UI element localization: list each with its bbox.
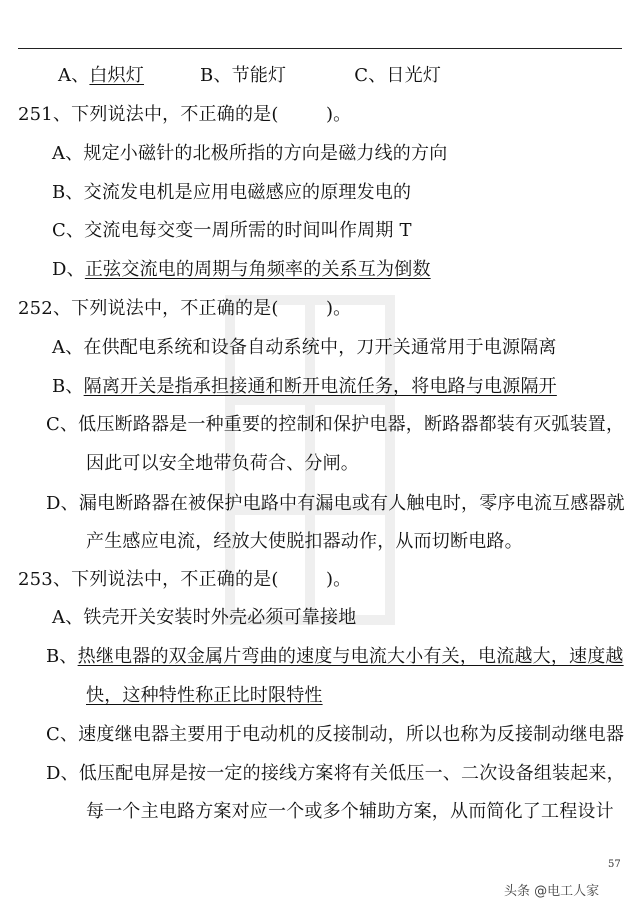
option-line: B、隔离开关是指承担接通和断开电流任务，将电路与电源隔开	[52, 376, 557, 397]
footer-watermark-text: 头条 @电工人家	[504, 884, 600, 899]
option-line: A、在供配电系统和设备自动系统中，刀开关通常用于电源隔离	[52, 337, 557, 358]
question-251: 251、下列说法中，不正确的是( )。	[18, 104, 352, 125]
question-252: 252、下列说法中，不正确的是( )。	[18, 298, 352, 319]
option-line: C、交流电每交变一周所需的时间叫作周期 T	[52, 220, 412, 241]
option-line: D、正弦交流电的周期与角频率的关系互为倒数	[52, 259, 431, 280]
option-line: A、铁壳开关安装时外壳必须可靠接地	[52, 607, 357, 628]
option-line: A、规定小磁针的北极所指的方向是磁力线的方向	[52, 143, 448, 164]
page-number: 57	[608, 859, 621, 870]
option-line: B、热继电器的双金属片弯曲的速度与电流大小有关，电流越大，速度越	[46, 646, 624, 667]
option-line: B、交流发电机是应用电磁感应的原理发电的	[52, 182, 412, 203]
option-line: C、低压断路器是一种重要的控制和保护电器，断路器都装有灭弧装置，	[46, 414, 625, 435]
option-line: A、白炽灯 B、节能灯 C、日光灯	[58, 65, 442, 86]
question-253: 253、下列说法中，不正确的是( )。	[18, 569, 352, 590]
option-line-cont: 每一个主电路方案对应一个或多个辅助方案，从而简化了工程设计	[86, 801, 614, 822]
option-line: C、速度继电器主要用于电动机的反接制动，所以也称为反接制动继电器	[46, 724, 625, 745]
option-line: D、漏电断路器在被保护电路中有漏电或有人触电时，零序电流互感器就	[46, 493, 625, 514]
option-line-cont: 快，这种特性称正比时限特性	[86, 685, 323, 706]
option-line-cont: 产生感应电流，经放大使脱扣器动作，从而切断电路。	[86, 531, 523, 552]
header-rule	[18, 48, 622, 49]
option-line: D、低压配电屏是按一定的接线方案将有关低压一、二次设备组装起来，	[46, 763, 625, 784]
option-line-cont: 因此可以安全地带负荷合、分闸。	[86, 453, 359, 474]
